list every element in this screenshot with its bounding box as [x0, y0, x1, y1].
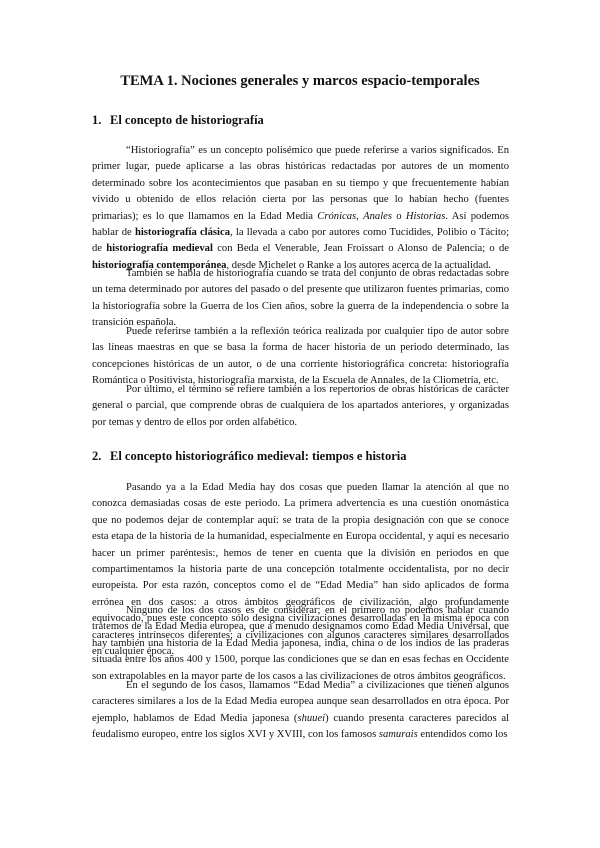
text-run: con Beda el Venerable, Jean Froissart o Alonso de Palencia; o de — [212, 243, 509, 255]
page-title: TEMA 1. Nociones generales y marcos espacio-temporales — [120, 73, 480, 89]
paragraph — [92, 678, 509, 744]
italic-term: Crónicas — [317, 210, 357, 222]
paragraph — [92, 324, 509, 390]
paragraph — [92, 382, 509, 431]
text-run: Por último, el término se refiere también a los repertorios de obras históricas de carácter general o parcial, que comprende obras de cualquiera de los apartados anteriores, y organizadas por temas y dentro de ellos por orden alfabético. — [92, 384, 509, 428]
italic-term: samurais — [378, 729, 418, 741]
bold-term: historiografía medieval — [106, 243, 213, 255]
text-run: Pasando ya a la Edad Media hay dos cosas que pueden llamar la atención al que no conozca demasiadas cosas de este periodo. La primera advertencia es una cuestión onomástica que no podemos dejar de contemplar aquí: se trata de la propia designación con que se conoce esta etapa de la historia de la humanidad, especialmente en Europa occidental, y aquí es necesario hacer un primer paréntesis:, hemos de tener en cuenta que la división en periodos en que compartimentamos la historia parte de una concepción totalmente occidentalista, por no decir europeísta. Por esta razón, conceptos como el de “Edad Media” han sido aplicados de forma errónea en dos casos: a otros ámbitos geográficos de civilización, algo profundamente equivocado, pues este concepto sólo designa civilizaciones desarrolladas en la misma época con caracteres intrínsecos diferentes; a civilizaciones con algunos caracteres similares desarrollados en cualquier época. — [92, 482, 509, 658]
text-run: Puede referirse también a la reflexión teórica realizada por cualquier tipo de autor sobre las líneas maestras en que se basa la forma de hacer historia de un periodo determinado, las concepciones históricas de un autor, o de una corriente historiográfica concreta: historiografía Romántica o Positivista, historiografía marxista, de la Escuela de Annales, de la Cliometría, etc. — [92, 326, 509, 387]
italic-term: Historias — [405, 210, 446, 222]
paragraph — [92, 603, 509, 685]
bold-term: historiografía contemporánea — [92, 259, 227, 271]
text-run: También se habla de historiografía cuando se trata del conjunto de obras redactadas sobre un tema determinado por autores del pasado o del presente que utilizaron fuentes primarias, como la historiografía sobre la Guerra de los Cien años, sobre la guerra de la independencia o sobre la transición española. — [92, 268, 509, 329]
italic-term: shuuei — [297, 712, 326, 724]
section-number: 1. — [92, 113, 102, 127]
section-heading — [92, 449, 406, 464]
text-run: . Así podemos hablar de — [92, 210, 509, 239]
text-run: “Historiografía” es un concepto polisémico que puede referirse a varios significados. En primer lugar, puede aplicarse a las obras históricas redactadas por autores de un momento determinado sobre los acontecimientos que pasaban en su tiempo y que frecuentemente habían vivido u obtenido de ellos relación cierta por las personas que lo habían hecho (fuentes primarias); es lo que llamamos en la Edad Media — [92, 145, 509, 222]
text-run: En el segundo de los casos, llamamos “Edad Media” a civilizaciones que tienen algunos caracteres similares a los de la Edad Media europea aunque sean desarrollados en otra época. Por ejemplo, hablamos de Edad Media japonesa ( — [92, 680, 509, 724]
section-number: 2. — [92, 449, 102, 463]
text-run: , — [356, 210, 364, 222]
text-run: , la llevada a cabo por autores como Tucídides, Polibio o Tácito; de — [92, 227, 510, 255]
bold-term: historiografía clásica — [134, 227, 230, 239]
text-run: o — [391, 210, 406, 222]
text-run: entendidos como los — [417, 729, 508, 741]
text-run: Ninguno de los dos casos es de considerar; en el primero no podemos hablar cuando tratemos de la Edad Media europea, que a menudo designamos como Edad Media Universal, que hay también una historia de la Edad Media japonesa, india, china o de los indios de las praderas situada entre los años 400 y 1500, porque las condiciones que se dan en esas fechas en Occidente son extrapolables en la mayor parte de los casos a las civilizaciones de otros ámbitos geográficos. — [92, 605, 509, 682]
paragraph — [92, 143, 509, 274]
italic-term: Anales — [363, 210, 392, 222]
text-run: , desde Michelet o Ranke a los autores acerca de la actualidad. — [226, 259, 491, 271]
section-heading-text: El concepto historiográfico medieval: tiempos e historia — [110, 449, 407, 463]
text-run: ) cuando presenta caracteres parecidos al feudalismo europeo, entre los siglos XVI y XVIII, con los famosos — [92, 712, 509, 741]
section-heading-text: El concepto de historiografía — [110, 113, 264, 127]
section-heading — [92, 113, 264, 128]
paragraph — [92, 266, 509, 332]
